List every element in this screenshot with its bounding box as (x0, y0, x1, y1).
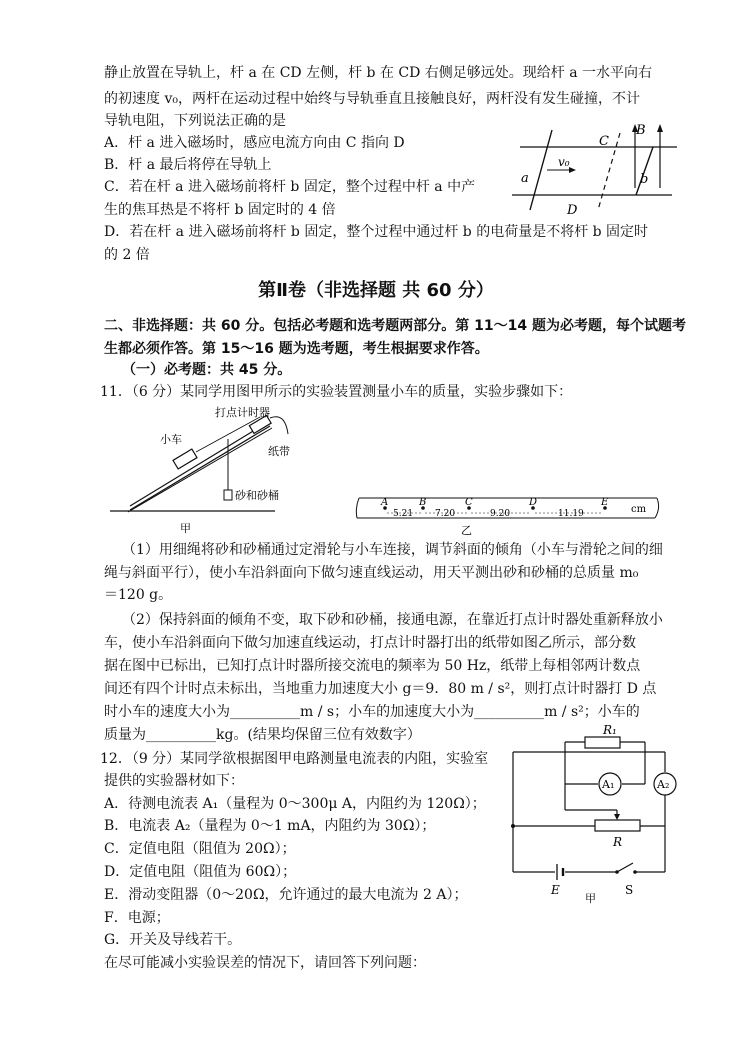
q12-item-a: A．待测电流表 A₁（量程为 0～300μ A，内阻约为 120Ω）； (104, 796, 486, 812)
fig-yi-caption: 乙 (461, 524, 472, 537)
q12-intro-line1: 12．（9 分）某同学欲根据图甲电路测量电流表的内阻，实验室 (100, 751, 489, 767)
incline-figure (100, 404, 300, 536)
tape-point-label-A: A (381, 497, 389, 508)
q11-p1-line2: 绳与斜面平行），使小车沿斜面向下做匀速直线运动，用天平测出砂和砂桶的总质量 m₀ (104, 565, 639, 581)
q12-closing: 在尽可能减小实验误差的情况下，请回答下列问题： (104, 955, 426, 971)
label-v0: v₀ (558, 155, 570, 169)
q11-p2-line2: 车，使小车沿斜面向下做匀加速直线运动，打点计时器打出的纸带如图乙所示，部分数 (104, 635, 636, 651)
q10-stem-line3: 导轨电阻，下列说法正确的是 (104, 113, 286, 129)
q10-option-a: A．杆 a 进入磁场时，感应电流方向由 C 指向 D (104, 135, 405, 151)
car-label: 小车 (160, 433, 182, 446)
q10-option-c-line1: C．若在杆 a 进入磁场前将杆 b 固定，整个过程中杆 a 中产 (104, 179, 476, 195)
q12-item-g: G．开关及导线若干。 (104, 932, 242, 948)
q11-p1-line1: （1）用细绳将砂和砂桶通过定滑轮与小车连接，调节斜面的倾角（小车与滑轮之间的细 (122, 542, 663, 558)
q11-p2-line1: （2）保持斜面的倾角不变，取下砂和砂桶，接通电源，在靠近打点计时器处重新释放小 (122, 612, 663, 628)
label-e: E (551, 883, 560, 897)
tape-label: 纸带 (268, 445, 290, 458)
label-a2: A₂ (657, 778, 670, 791)
part2-title: 第Ⅱ卷（非选择题 共 60 分） (258, 280, 494, 301)
tape-point-label-E: E (601, 497, 609, 508)
q10-option-d-line2: 的 2 倍 (104, 247, 150, 263)
label-a: a (521, 171, 529, 186)
tape-point-label-C: C (465, 497, 473, 508)
q11-p1-line3: ＝120 g。 (104, 587, 173, 603)
q11-p2-line5: 时小车的速度大小为__________m / s；小车的加速度大小为__________m / s²；小车的 (104, 704, 640, 720)
q12-item-f: F．电源； (104, 910, 170, 926)
tape-point-label-D: D (529, 497, 538, 508)
label-b-field: B (636, 123, 646, 138)
label-r1: R₁ (603, 723, 617, 737)
tape-figure (355, 494, 667, 538)
q11-p2-line6: 质量为__________kg。(结果均保留三位有效数字） (104, 727, 421, 743)
label-s: S (625, 883, 634, 897)
tape-unit: cm (631, 504, 647, 515)
tape-distance-2: 9.20 (490, 509, 511, 519)
tape-distance-3: 11.19 (558, 509, 584, 519)
circuit-figure (505, 722, 695, 904)
tape-distance-1: 7.20 (435, 509, 456, 519)
label-d: D (567, 203, 578, 218)
fig-jia-caption: 甲 (180, 522, 191, 535)
label-b: b (640, 172, 649, 187)
section-line3: （一）必考题：共 45 分。 (122, 362, 292, 378)
q10-option-d-line1: D．若在杆 a 进入磁场前将杆 b 固定，整个过程中通过杆 b 的电荷量是不将杆 b 固定时 (104, 224, 649, 240)
section-line2: 生都必须作答。第 15～16 题为选考题，考生根据要求作答。 (104, 341, 489, 357)
label-c: C (599, 134, 609, 149)
label-a1: A₁ (602, 778, 615, 791)
q11-intro: 11．（6 分）某同学用图甲所示的实验装置测量小车的质量，实验步骤如下： (100, 384, 573, 400)
q11-p2-line4: 间还有四个计时点未标出，当地重力加速度大小 g＝9．80 m / s²，则打点计时器打 D 点 (104, 681, 657, 697)
q12-item-b: B．电流表 A₂（量程为 0～1 mA，内阻约为 30Ω）； (104, 818, 436, 834)
q10-stem-line1: 静止放置在导轨上，杆 a 在 CD 左侧，杆 b 在 CD 右侧足够远处。现给杆 a 一水平向右 (104, 65, 653, 81)
timer-label: 打点计时器 (215, 406, 270, 419)
section-line1: 二、非选择题：共 60 分。包括必考题和选考题两部分。第 11～14 题为必考题，每个试题考 (104, 318, 686, 334)
q11-p2-line3: 据在图中已标出，已知打点计时器所接交流电的频率为 50 Hz，纸带上每相邻两计数点 (104, 658, 641, 674)
q12-item-d: D．定值电阻（阻值为 60Ω）； (104, 864, 297, 880)
tape-distance-0: 5.21 (393, 509, 414, 519)
label-r: R (613, 835, 623, 849)
q10-option-b: B．杆 a 最后将停在导轨上 (104, 157, 272, 173)
fig-circuit-caption: 甲 (585, 892, 596, 904)
tape-point-label-B: B (419, 497, 427, 508)
q12-item-c: C．定值电阻（阻值为 20Ω）； (104, 841, 296, 857)
bucket-label: 砂和砂桶 (235, 489, 279, 502)
q10-stem-line2: 的初速度 v₀，两杆在运动过程中始终与导轨垂直且接触良好，两杆没有发生碰撞，不计 (104, 91, 640, 107)
q12-intro-line2: 提供的实验器材如下： (104, 773, 244, 789)
rail-figure (512, 118, 692, 218)
q12-item-e: E．滑动变阻器（0～20Ω，允许通过的最大电流为 2 A）； (104, 887, 468, 903)
q10-option-c-line2: 生的焦耳热是不将杆 b 固定时的 4 倍 (104, 202, 336, 218)
